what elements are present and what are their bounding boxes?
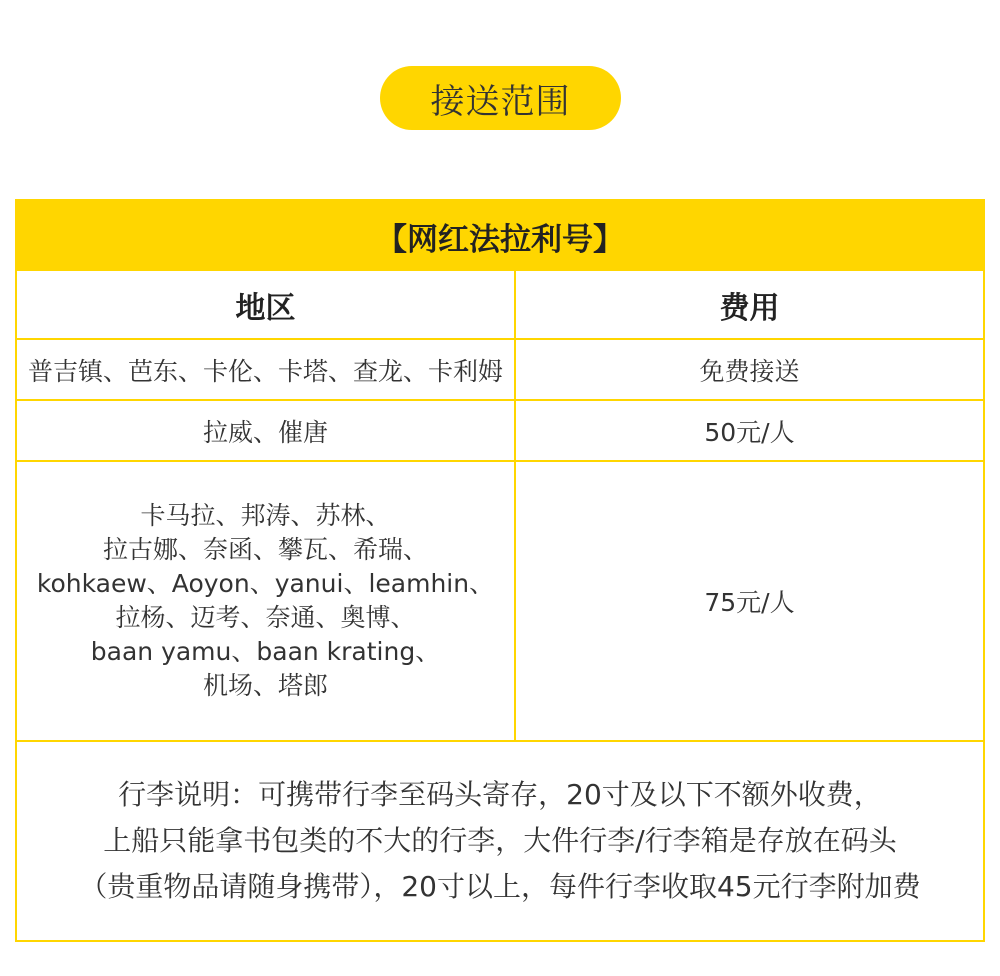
table-row-2-region bbox=[17, 401, 514, 460]
note-lines bbox=[79, 772, 920, 910]
table-title-row bbox=[17, 201, 983, 271]
region-line: baan yamu、baan krating、 bbox=[90, 637, 441, 666]
note-line: 上船只能拿书包类的不大的行李，大件行李/行李箱是存放在码头 bbox=[103, 824, 897, 857]
table-title: 【网红法拉利号】 bbox=[376, 221, 624, 258]
region-line: kohkaew、Aoyon、yanui、leamhin、 bbox=[36, 569, 495, 598]
column-divider bbox=[514, 271, 516, 740]
note-line: 行李说明：可携带行李至码头寄存，20寸及以下不额外收费， bbox=[118, 778, 882, 811]
region-line: 机场、塔郎 bbox=[202, 671, 328, 700]
header-fee bbox=[516, 271, 983, 338]
note-line: （贵重物品请随身携带），20寸以上，每件行李收取45元行李附加费 bbox=[79, 870, 921, 903]
region-line: 卡马拉、邦涛、苏林、 bbox=[140, 501, 391, 530]
header-fee-label: 费用 bbox=[719, 290, 780, 326]
table-row-2-fee bbox=[516, 401, 983, 460]
table-row-1-region bbox=[17, 340, 514, 399]
table-row-3-region bbox=[17, 462, 514, 740]
region-line: 拉古娜、奈函、攀瓦、希瑞、 bbox=[102, 535, 428, 564]
region-line: 拉杨、迈考、奈通、奥博、 bbox=[115, 603, 416, 632]
table-row-3-fee bbox=[516, 462, 983, 740]
region-text: 拉威、催唐 bbox=[202, 417, 328, 447]
fee-text: 75元/人 bbox=[704, 588, 795, 617]
region-lines bbox=[37, 499, 494, 703]
fee-text: 免费接送 bbox=[699, 356, 800, 386]
region-text: 普吉镇、芭东、卡伦、卡塔、查龙、卡利姆 bbox=[27, 356, 503, 386]
table-row-1-fee bbox=[516, 340, 983, 399]
luggage-note bbox=[17, 742, 983, 940]
header-region-label: 地区 bbox=[235, 290, 296, 326]
pricing-table bbox=[15, 199, 985, 942]
section-title-badge bbox=[380, 66, 621, 130]
section-title: 接送范围 bbox=[430, 81, 571, 122]
header-region bbox=[17, 271, 514, 338]
fee-text: 50元/人 bbox=[704, 417, 795, 447]
